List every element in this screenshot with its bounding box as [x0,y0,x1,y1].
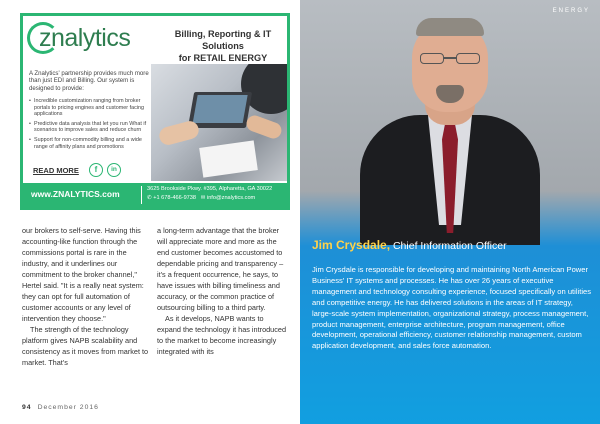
ad-website-link[interactable]: www.ZNALYTICS.com [31,189,120,199]
read-more-link[interactable]: READ MORE [33,166,79,175]
right-page-profile [300,0,600,424]
article-paragraph: our brokers to self-serve. Having this accounting-like function through the commissions portal is rare in the industry, and it underlines our commitment to the broker channel," Hertel said. "It is a really neat system: they can opt for full automation of customer accounts or any level of intervention they choose." [22,226,144,323]
ad-footer-divider [141,186,142,204]
ad-bullet: • Predictive data analysis that let you run What if scenarios to improve sales and reduce churn [29,121,157,134]
logo-wordmark: znalytics [39,24,131,52]
ad-headline-line2: for RETAIL ENERGY [178,53,268,63]
phone-icon: ✆ [147,195,152,201]
ad-bullet: • Support for non-commodity billing and a wide range of affinity plans and promotions [29,137,157,150]
profile-name: Jim Crysdale, [312,238,391,252]
linkedin-icon[interactable]: in [107,163,121,177]
portrait-photo [350,15,550,240]
ad-footer [23,183,290,207]
section-label: ENERGY [552,8,590,14]
article-column-2 [157,225,289,357]
article-paragraph: The strength of the technology platform gives NAPB scalability and consistency as it moves from market to market. That's [22,325,149,367]
profile-heading [312,238,592,252]
ad-headline-line1: Billing, Reporting & IT Solutions [174,29,272,51]
ad-email[interactable]: info@znalytics.com [206,195,256,201]
page-number: 94 [22,404,32,411]
article-paragraph: a long-term advantage that the broker will appreciate more and more as the end customer becomes accustomed to dependable pricing and transparency – it's a frequent occurrence, he says, to have issues with billing timeliness and accuracy, or the common practice of outsourcing billing to a third party. [157,226,284,312]
ad-bullet: • Incredible customization ranging from broker portals to pricing engines and customer facing applications [29,98,157,118]
issue-date: December 2016 [37,404,99,411]
facebook-icon[interactable]: f [89,163,103,177]
profile-bio: Jim Crysdale is responsible for developing and maintaining North American Power Business' IT systems and processes. He has over 26 years of executive management and technology consulting experience, focused specifically on utilities and competitive energy. He has delivered solutions in the areas of IT strategy, large-scale system implementation, organizational strategy, process management, product management, enterprise architecture, program management, office development, operational efficiency, customer relationship management, custom application development, and sales force automation. [312,265,592,351]
profile-title: Chief Information Officer [392,240,507,252]
ad-address: 3625 Brookside Pkwy. #395, Alpharetta, GA 30022 [147,186,273,192]
ad-photo-business-team [151,64,290,181]
ad-headline [158,28,288,64]
znalytics-advertisement[interactable] [20,13,290,210]
article-paragraph: As it develops, NAPB wants to expand the technology it has introduced to the market to become increasingly integrated with its [157,314,287,356]
ad-contact [147,194,255,202]
znalytics-logo [27,20,155,60]
ad-phone: +1 678-466-9738 [153,195,197,201]
page-folio [22,404,99,411]
mail-icon: ✉ [200,195,206,201]
article-column-1 [22,225,154,368]
ad-bullet-list [29,98,157,153]
ad-intro-text: A Znalytics' partnership provides much more than just EDI and Billing. Our system is designed to provide: [29,70,149,92]
